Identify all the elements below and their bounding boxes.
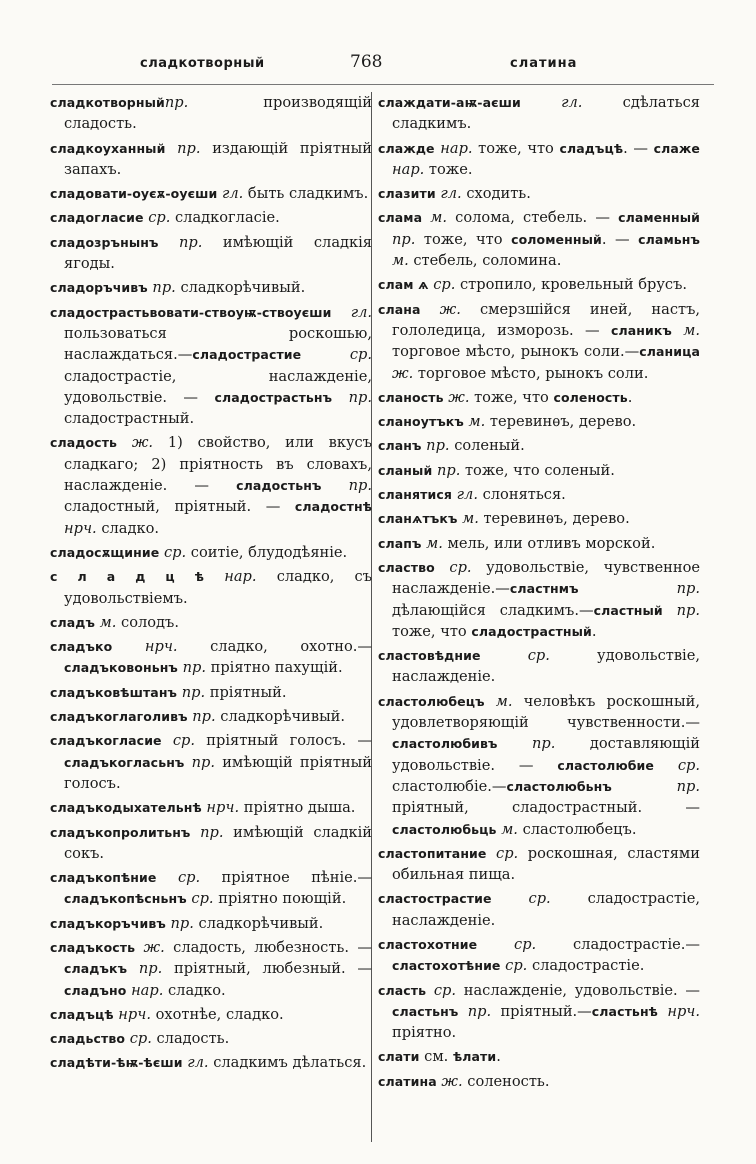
grammar-label: ср. <box>528 890 551 908</box>
dictionary-entry <box>378 299 700 384</box>
grammar-label: пр. <box>200 823 224 841</box>
headword: сладость <box>50 435 118 451</box>
headword: сладьство <box>50 1031 126 1047</box>
headword: сланый <box>378 462 433 478</box>
dictionary-entry <box>50 867 372 910</box>
definition-text: теревинѳъ, дерево. <box>485 413 637 431</box>
grammar-label: пр. <box>676 777 700 795</box>
headword: сластопитание <box>378 845 487 861</box>
definition-text <box>321 477 348 494</box>
headword: сладострастие <box>192 347 302 363</box>
page-number: 768 <box>350 52 383 72</box>
dictionary-entry <box>50 797 372 818</box>
headword: сластолюбецъ <box>378 693 485 709</box>
definition-text: мель, или отливъ морской. <box>442 534 656 552</box>
definition-text <box>485 693 496 710</box>
headword: сладозрънынъ <box>50 234 159 250</box>
headword: сластохотние <box>378 936 478 952</box>
definition-text: тоже, что <box>469 388 554 406</box>
definition-text <box>204 568 224 585</box>
definition-text <box>156 869 177 886</box>
definition-text: сластолюбіе.— <box>392 777 507 795</box>
definition-text <box>458 1003 467 1020</box>
definition-text: пріятный, сладострастный. — <box>392 799 700 817</box>
grammar-label: пр. <box>177 139 201 157</box>
definition-text: сдѣлаться сладкимъ. <box>392 94 700 133</box>
dictionary-entry <box>50 232 372 275</box>
dictionary-entry <box>378 508 700 529</box>
definition-text <box>135 939 143 956</box>
definition-text <box>332 304 351 321</box>
definition-text: пріятный. <box>205 683 287 701</box>
grammar-label: нрч. <box>206 799 240 817</box>
definition-text: солодъ. <box>116 613 179 631</box>
dictionary-entry <box>378 645 700 688</box>
headword: соленость <box>553 389 628 405</box>
grammar-label: гл. <box>561 94 583 111</box>
grammar-label: пр. <box>181 683 206 701</box>
definition-text: см. <box>419 1048 453 1066</box>
headword: сланъ <box>378 438 422 454</box>
headword: сланятися <box>378 487 453 503</box>
headword: ѣлати <box>452 1049 497 1065</box>
headword: слаже <box>653 140 701 156</box>
dictionary-entry <box>50 566 372 609</box>
dictionary-entry <box>378 484 700 505</box>
dictionary-entry <box>50 937 372 1001</box>
definition-text: сластолюбецъ. <box>517 820 637 838</box>
definition-text <box>658 1003 667 1020</box>
definition-text: сладость, любезность. — <box>164 938 373 956</box>
grammar-label: ср. <box>177 869 201 887</box>
definition-text <box>165 140 177 157</box>
definition-text: соленый. <box>449 437 525 455</box>
definition-text: теревинѳъ, дерево. <box>478 510 630 528</box>
headword: соломенный <box>511 231 602 247</box>
grammar-label: ср. <box>433 276 456 294</box>
definition-text <box>158 234 179 251</box>
headword: слам ѧ <box>378 277 429 293</box>
definition-text: человѣкъ роскошный, удовлетворяющій чувственности.— <box>392 692 700 732</box>
grammar-label: пр. <box>348 388 372 406</box>
grammar-label: пр. <box>178 233 203 251</box>
grammar-label: пр. <box>191 753 216 771</box>
headword: сладъцѣ <box>50 1006 114 1022</box>
headword: сластьнъ <box>392 1003 459 1019</box>
definition-text: сладострастный. <box>64 410 195 428</box>
grammar-label: пр. <box>182 659 206 677</box>
grammar-label: нар. <box>440 139 473 157</box>
grammar-label: пр. <box>676 601 701 619</box>
headword: слатина <box>378 1073 437 1089</box>
headword: сластолюбивъ <box>392 736 498 752</box>
headword: сластво <box>378 559 435 575</box>
definition-text: сладострастіе, наслажденіе, удовольствіе. — <box>64 367 372 406</box>
dictionary-entry <box>50 682 372 703</box>
grammar-label: ж. <box>131 434 154 452</box>
headword: сластьнѣ <box>591 1003 658 1019</box>
dictionary-entry <box>378 387 700 408</box>
definition-text: наслажденіе, удовольствіе. — <box>456 981 700 999</box>
definition-text: сладострастіе, наслажденіе. <box>392 890 700 929</box>
grammar-label: ср. <box>514 935 537 953</box>
headword: сладъковѣштанъ <box>50 684 178 700</box>
definition-text <box>426 982 434 999</box>
grammar-label: ж. <box>392 364 414 382</box>
definition-text: 1) свойство, или вкусъ сладкаго; 2) пріятность въ словахъ, наслажденіе. — <box>64 434 373 495</box>
definition-text: пріятное пѣніе.— <box>200 869 372 887</box>
dictionary-entry <box>378 980 700 1044</box>
headword: сладогласие <box>50 210 144 226</box>
definition-text: . — <box>601 230 639 248</box>
headword: сламьнъ <box>638 231 700 247</box>
grammar-label: пр. <box>676 580 700 598</box>
definition-text <box>112 638 145 655</box>
grammar-label: нрч. <box>64 519 97 537</box>
grammar-label: нрч. <box>118 1005 151 1023</box>
headword: сладъкогласьнъ <box>64 754 185 770</box>
definition-text: сладкимъ дѣлаться. <box>208 1054 367 1072</box>
definition-text: тоже, что соленый. <box>460 461 615 479</box>
page-header <box>60 50 710 80</box>
headword: сламенный <box>618 210 700 226</box>
grammar-label: м. <box>468 413 486 431</box>
definition-text: сходить. <box>461 185 531 203</box>
definition-text: сладко. <box>96 519 160 537</box>
headword: сладосѫщиние <box>50 544 160 560</box>
grammar-label: ср. <box>527 647 550 665</box>
grammar-label: м. <box>99 613 117 631</box>
definition-text: пріятно. <box>392 1024 457 1042</box>
grammar-label: м. <box>462 510 479 528</box>
definition-text: производящій сладость. <box>64 94 372 133</box>
grammar-label: м. <box>426 534 443 552</box>
definition-text <box>672 322 683 339</box>
definition-text <box>162 732 173 749</box>
grammar-label: гл. <box>350 303 372 321</box>
grammar-label: пр. <box>426 437 450 455</box>
grammar-label: пр. <box>348 477 372 495</box>
definition-text <box>477 936 514 953</box>
grammar-label: пр. <box>170 914 194 932</box>
grammar-label: ср. <box>505 957 528 975</box>
definition-text: стропило, кровельный брусъ. <box>455 276 688 294</box>
dictionary-entry <box>50 207 372 228</box>
headword: сластолюбьць <box>392 821 497 837</box>
headword: сластный <box>593 602 663 618</box>
headword: сладкотворный <box>50 95 165 110</box>
headword: сладъно <box>64 982 127 998</box>
grammar-label: нар. <box>224 568 257 586</box>
definition-text: пріятно пахущій. <box>205 659 343 677</box>
definition-text <box>498 735 532 752</box>
headword: сластолюбие <box>557 757 654 773</box>
definition-text: торговое мѣсто, рынокъ соли.— <box>392 343 640 361</box>
headword: сладострастьвовати-ствоуѭ-ствоуєши <box>50 304 332 320</box>
dictionary-entry <box>378 888 700 931</box>
definition-text: сладкорѣчивый. <box>175 279 306 297</box>
dictionary-entry <box>50 542 372 563</box>
grammar-label: ср. <box>129 1030 152 1048</box>
grammar-label: ср. <box>433 981 457 999</box>
headword: слазити <box>378 186 436 202</box>
grammar-label: гл. <box>440 185 462 203</box>
definition-text: . <box>496 1048 501 1066</box>
headword: сладъ <box>50 614 95 630</box>
headword: сланица <box>639 344 700 360</box>
grammar-label: нрч. <box>667 1002 701 1020</box>
definition-text: пріятный, любезный. — <box>162 960 372 978</box>
dictionary-entry <box>50 913 372 934</box>
definition-text: имѣющій сладкія ягоды. <box>64 233 373 273</box>
dictionary-entry <box>50 1004 372 1025</box>
definition-text: пользоваться роскошью, наслаждаться.— <box>64 324 372 364</box>
definition-text: быть сладкимъ. <box>243 185 369 203</box>
dictionary-entry <box>50 730 372 794</box>
definition-text <box>332 389 348 406</box>
dictionary-entry <box>50 138 372 181</box>
grammar-label: м. <box>430 209 448 227</box>
grammar-label: ср. <box>148 209 171 227</box>
definition-text: сладко. <box>163 981 226 999</box>
grammar-label: гл. <box>221 185 244 203</box>
headword: сладостьнъ <box>236 478 322 494</box>
headword: сладъко <box>50 639 113 655</box>
dictionary-entry <box>50 92 372 135</box>
definition-text <box>301 346 350 363</box>
headword: сладовати-оуєѫ-оуєши <box>50 186 218 202</box>
definition-text <box>127 960 139 977</box>
definition-text: . — <box>623 139 654 157</box>
grammar-label: пр. <box>192 708 216 726</box>
definition-text: роскошная, сластями обильная пища. <box>392 844 700 884</box>
grammar-label: гл. <box>456 486 478 504</box>
definition-text: сладострастіе. <box>527 957 645 975</box>
headword: с л а д ц ѣ <box>50 569 205 585</box>
grammar-label: ж. <box>448 388 470 406</box>
headword: слама <box>378 210 423 226</box>
definition-text: торговое мѣсто, рынокъ соли. <box>413 364 649 382</box>
headword: сладъковоньнъ <box>64 660 178 676</box>
headword: сладоръчивъ <box>50 280 148 296</box>
definition-text: тоже, что <box>472 139 560 157</box>
grammar-label: ср. <box>172 732 196 750</box>
definition-text: удовольствіе, наслажденіе. <box>392 647 701 686</box>
grammar-label: гл. <box>187 1054 209 1072</box>
headword: сладѣти-ѣѭ-ѣєши <box>50 1055 183 1071</box>
grammar-label: ж. <box>143 938 165 956</box>
definition-text <box>654 757 678 774</box>
dictionary-entry <box>50 183 372 204</box>
definition-text <box>487 845 497 862</box>
definition-text: соитіе, блудодѣяніе. <box>186 543 348 561</box>
headword: сладкоуханный <box>50 140 166 156</box>
grammar-label: ср. <box>163 543 187 561</box>
definition-text: удовольствіе, чувственное наслажденіе.— <box>392 558 700 598</box>
headword: сладъкодыхательнѣ <box>50 800 202 816</box>
grammar-label: ж. <box>439 300 461 318</box>
definition-text: пріятный голосъ. — <box>195 732 372 750</box>
definition-text: сладостный, пріятный. — <box>64 498 295 516</box>
headword: сласть <box>378 982 427 998</box>
headword: сладъкъ <box>64 961 128 977</box>
definition-text <box>117 434 132 451</box>
definition-text: солома, стебель. — <box>447 209 619 227</box>
definition-text: пріятно поющій. <box>213 890 347 908</box>
definition-text: сладко, охотно.— <box>177 638 373 656</box>
header-rule <box>52 84 714 85</box>
dictionary-entry <box>50 277 372 298</box>
grammar-label: м. <box>392 252 409 270</box>
definition-text: . <box>627 388 633 406</box>
grammar-label: пр. <box>392 230 416 248</box>
dictionary-entry <box>378 934 700 977</box>
headword: сладъкопѣние <box>50 870 157 886</box>
dictionary-entry <box>378 691 700 840</box>
dictionary-entry <box>50 612 372 633</box>
grammar-label: ср. <box>677 756 701 774</box>
definition-text: дѣлающійся сладкимъ.— <box>392 601 594 619</box>
definition-text <box>492 890 529 907</box>
definition-text: слоняться. <box>477 486 566 504</box>
definition-text: охотнѣе, сладко. <box>150 1005 284 1023</box>
dictionary-entry <box>50 1052 372 1073</box>
dictionary-entry <box>378 183 700 204</box>
definition-text: пріятно дыша. <box>239 799 356 817</box>
headword: сладострастьнъ <box>214 389 333 405</box>
dictionary-entry <box>378 274 700 295</box>
definition-text: имѣющій сладкій сокъ. <box>64 823 372 862</box>
headword: сладъкоглаголивъ <box>50 709 188 725</box>
headword: сладъкопролитьнъ <box>50 824 191 840</box>
definition-text: смерзшійся иней, настъ, гололедица, изморозь. — <box>392 300 701 339</box>
grammar-label: м. <box>501 820 518 838</box>
grammar-label: нар. <box>131 981 164 999</box>
running-head-left: сладкотворный <box>140 56 265 71</box>
headword: сластнмъ <box>509 581 579 597</box>
headword: сланѧтъкъ <box>378 511 458 527</box>
definition-text: сладкогласіе. <box>170 209 280 227</box>
headword: слаждати-аѭ-аєши <box>378 95 521 110</box>
dictionary-entry <box>50 432 372 538</box>
definition-text: сладкорѣчивый. <box>193 914 324 932</box>
headword: сладъкость <box>50 939 136 955</box>
grammar-label: нар. <box>392 160 425 178</box>
grammar-label: ср. <box>191 890 214 908</box>
dictionary-entry <box>378 92 700 135</box>
definition-text: . <box>591 622 597 640</box>
definition-text: тоже, что <box>392 622 472 640</box>
definition-text: стебель, соломина. <box>408 252 562 270</box>
grammar-label: пр. <box>152 279 176 297</box>
headword: сластовѣдние <box>378 648 481 664</box>
grammar-label: пр. <box>436 461 461 479</box>
dictionary-entry <box>378 138 700 181</box>
dictionary-entry <box>378 207 700 271</box>
headword: сланикъ <box>610 322 672 338</box>
grammar-label: ср. <box>496 844 519 862</box>
dictionary-entry <box>378 843 700 886</box>
grammar-label: пр. <box>532 735 556 753</box>
grammar-label: м. <box>683 321 701 339</box>
grammar-label: ср. <box>449 558 472 576</box>
headword: сланость <box>378 389 444 405</box>
definition-text <box>184 754 191 771</box>
dictionary-entry <box>378 557 700 642</box>
dictionary-entry <box>378 1046 700 1067</box>
definition-text: сладко, съ удовольствіемъ. <box>64 568 372 607</box>
definition-text <box>663 602 677 619</box>
definition-text <box>612 778 677 795</box>
headword: сластохотѣние <box>392 958 501 974</box>
definition-text: соленость. <box>462 1072 550 1090</box>
dictionary-entry <box>378 460 700 481</box>
headword: сладъцѣ <box>559 140 624 156</box>
left-column <box>50 92 372 1077</box>
running-head-right: слатина <box>510 56 578 71</box>
grammar-label: пр. <box>138 960 163 978</box>
dictionary-entry <box>50 1028 372 1049</box>
right-column <box>378 92 700 1095</box>
definition-text: тоже. <box>424 160 473 178</box>
definition-text: пріятный.— <box>491 1002 592 1020</box>
dictionary-entry <box>378 1071 700 1092</box>
headword: слапъ <box>378 535 422 551</box>
dictionary-entry <box>50 302 372 430</box>
definition-text: доставляющій удовольствіе. — <box>392 735 700 774</box>
dictionary-entry <box>378 411 700 432</box>
headword: сланоутъкъ <box>378 414 464 430</box>
grammar-label: ж. <box>441 1072 463 1090</box>
definition-text: сладострастіе.— <box>536 935 700 953</box>
headword: сладостнѣ <box>294 499 372 515</box>
headword: сладъкогласие <box>50 733 162 749</box>
grammar-label: пр. <box>164 94 189 111</box>
definition-text <box>579 580 677 597</box>
definition-text <box>421 301 440 318</box>
dictionary-entry <box>50 822 372 865</box>
definition-text: имѣющій пріятный голосъ. <box>64 753 372 792</box>
definition-text <box>190 824 200 841</box>
dictionary-entry <box>378 533 700 554</box>
headword: сладъкоръчивъ <box>50 915 166 931</box>
definition-text <box>521 94 561 111</box>
headword: сладострастный <box>471 623 592 639</box>
headword: слажде <box>378 140 435 156</box>
headword: сластострастие <box>378 891 492 907</box>
grammar-label: м. <box>495 692 513 710</box>
headword: сластолюбьнъ <box>506 778 612 794</box>
definition-text: сладкорѣчивый. <box>215 708 346 726</box>
definition-text: сладость. <box>151 1030 230 1048</box>
headword: слати <box>378 1049 420 1065</box>
grammar-label: ср. <box>349 346 372 364</box>
grammar-label: нрч. <box>144 638 178 656</box>
dictionary-entry <box>50 636 372 679</box>
headword: сладъкопѣсньнъ <box>64 891 187 907</box>
definition-text: тоже, что <box>415 230 512 248</box>
definition-text <box>435 559 450 576</box>
grammar-label: пр. <box>467 1002 492 1020</box>
headword: слана <box>378 301 421 317</box>
dictionary-entry <box>378 435 700 456</box>
dictionary-entry <box>50 706 372 727</box>
definition-text <box>481 647 528 664</box>
definition-text: издающій пріятный запахъ. <box>64 139 373 178</box>
